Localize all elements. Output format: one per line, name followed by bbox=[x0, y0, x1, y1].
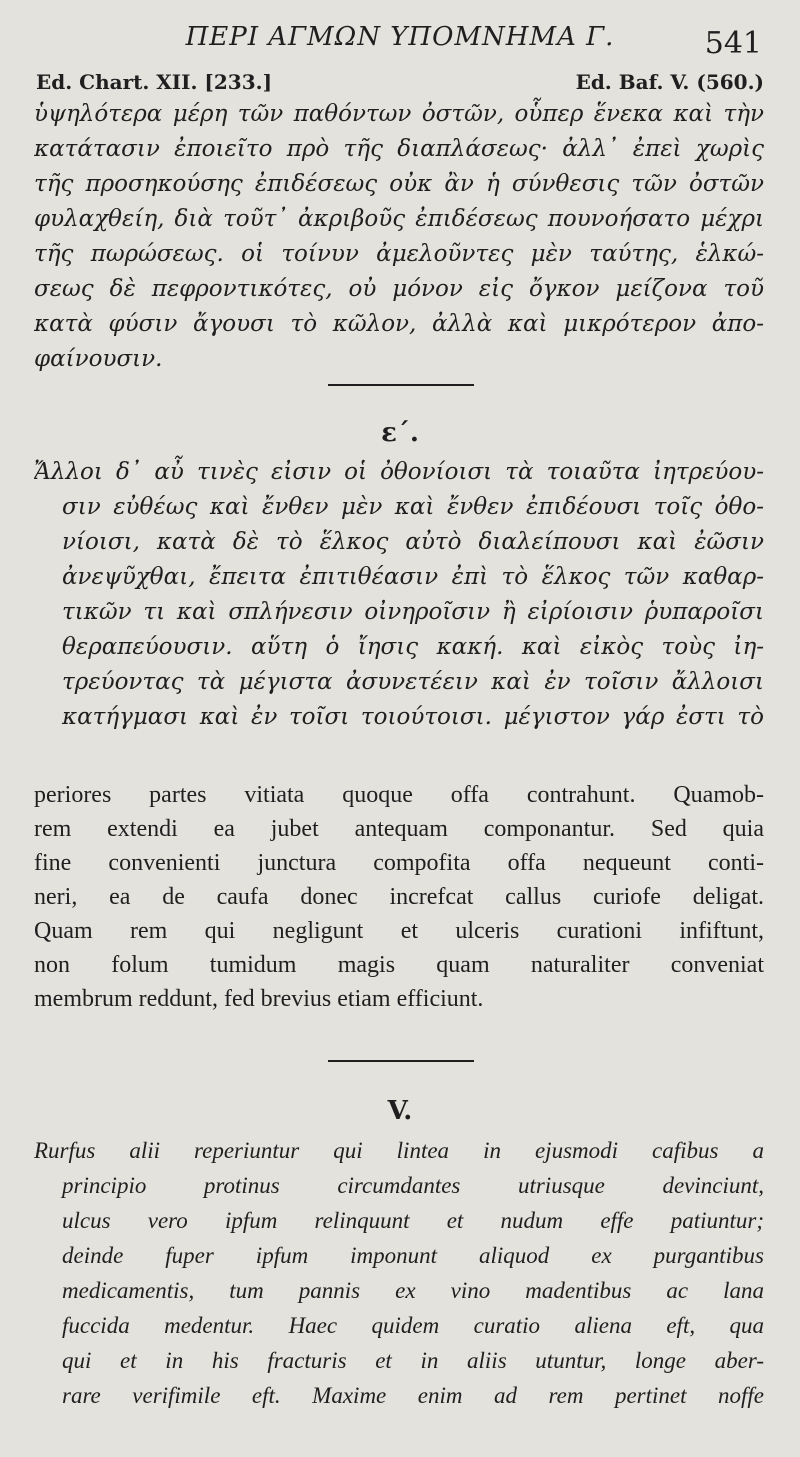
text-line: qui et in his fracturis et in aliis utuntur, longe aber- bbox=[62, 1348, 764, 1373]
text-line: fine convenienti junctura compofita offa nequeunt conti- bbox=[34, 850, 764, 876]
text-line: rem extendi ea jubet antequam componantur. Sed quia bbox=[34, 816, 764, 842]
text-line: non folum tumidum magis quam naturaliter conveniat bbox=[34, 952, 764, 978]
text-line: τικῶν τι καὶ σπλήνεσιν οἰνηροῖσιν ἢ εἰρίοισιν ῥυπαροῖσι bbox=[62, 599, 764, 625]
edition-basel: Ed. Baf. V. (560.) bbox=[575, 70, 764, 94]
text-line: fuccida medentur. Haec quidem curatio aliena eft, qua bbox=[62, 1313, 764, 1338]
edition-line bbox=[36, 70, 764, 94]
text-line: ulcus vero ipfum relinquunt et nudum effe patiuntur; bbox=[62, 1208, 764, 1233]
section-divider bbox=[328, 384, 474, 386]
section-divider bbox=[328, 1060, 474, 1062]
text-line: σιν εὐθέως καὶ ἔνθεν μὲν καὶ ἔνθεν ἐπιδέουσι τοῖς ὀθο- bbox=[62, 494, 764, 520]
text-line: κατάτασιν ἐποιεῖτο πρὸ τῆς διαπλάσεως· ἀλλ᾽ ἐπεὶ χωρὶς bbox=[34, 136, 764, 162]
edition-chart: Ed. Chart. XII. [233.] bbox=[36, 70, 273, 94]
section-number-latin: V. bbox=[387, 1096, 413, 1126]
text-line: ὑψηλότερα μέρη τῶν παθόντων ὀστῶν, οὗπερ ἕνεκα καὶ τὴν bbox=[34, 101, 764, 127]
text-line: membrum reddunt, fed brevius etiam efficiunt. bbox=[34, 986, 484, 1012]
text-line: rare verifimile eft. Maxime enim ad rem pertinet noffe bbox=[62, 1383, 764, 1408]
text-line: Ἄλλοι δ᾽ αὖ τινὲς εἰσιν οἱ ὀθονίοισι τὰ τοιαῦτα ἰητρεύου- bbox=[34, 459, 764, 485]
text-line: φαίνουσιν. bbox=[34, 346, 163, 372]
text-line: κατήγμασι καὶ ἐν τοῖσι τοιούτοισι. μέγιστον γάρ ἐστι τὸ bbox=[62, 704, 764, 730]
text-line: ἀνεψῦχθαι, ἔπειτα ἐπιτιθέασιν ἐπὶ τὸ ἕλκος τῶν καθαρ- bbox=[62, 564, 764, 590]
text-line: periores partes vitiata quoque offa contrahunt. Quamob- bbox=[34, 782, 764, 808]
text-line: Rurfus alii reperiuntur qui lintea in ejusmodi cafibus a bbox=[34, 1138, 764, 1163]
running-title: ΠΕΡΙ ΑΓΜΩΝ ΥΠΟΜΝΗΜΑ Γ. bbox=[185, 22, 615, 52]
text-line: φυλαχθείη, διὰ τοῦτ᾽ ἀκριβοῦς ἐπιδέσεως πουνοήσατο μέχρι bbox=[34, 206, 764, 232]
text-line: τῆς προσηκούσης ἐπιδέσεως οὐκ ἂν ἡ σύνθεσις τῶν ὀστῶν bbox=[34, 171, 764, 197]
text-line: principio protinus circumdantes utriusque devinciunt, bbox=[62, 1173, 764, 1198]
section-number-greek: ε΄. bbox=[381, 418, 419, 448]
text-line: Quam rem qui negligunt et ulceris curationi infiftunt, bbox=[34, 918, 764, 944]
greek-paragraph-top bbox=[34, 97, 764, 377]
text-line: τρεύοντας τὰ μέγιστα ἀσυνετέειν καὶ ἐν τοῖσιν ἄλλοισι bbox=[62, 669, 764, 695]
text-line: κατὰ φύσιν ἄγουσι τὸ κῶλον, ἀλλὰ καὶ μικρότερον ἀπο- bbox=[34, 311, 764, 337]
text-line: medicamentis, tum pannis ex vino madentibus ac lana bbox=[62, 1278, 764, 1303]
greek-paragraph-second bbox=[34, 455, 764, 735]
text-line: neri, ea de caufa donec increfcat callus curiofe deligat. bbox=[34, 884, 764, 910]
text-line: σεως δὲ πεφροντικότες, οὐ μόνον εἰς ὄγκον μείζονα τοῦ bbox=[34, 276, 764, 302]
text-line: deinde fuper ipfum imponunt aliquod ex purgantibus bbox=[62, 1243, 764, 1268]
page-number: 541 bbox=[704, 26, 762, 61]
latin-paragraph-second bbox=[34, 1133, 764, 1413]
text-line: τῆς πωρώσεως. οἱ τοίνυν ἀμελοῦντες μὲν ταύτης, ἑλκώ- bbox=[34, 241, 764, 267]
text-line: θεραπεύουσιν. αὕτη ὁ ἴησις κακή. καὶ εἰκὸς τοὺς ἰη- bbox=[62, 634, 764, 660]
latin-paragraph-top bbox=[34, 778, 764, 1016]
text-line: νίοισι, κατὰ δὲ τὸ ἕλκος αὐτὸ διαλείπουσι καὶ ἐῶσιν bbox=[62, 529, 764, 555]
